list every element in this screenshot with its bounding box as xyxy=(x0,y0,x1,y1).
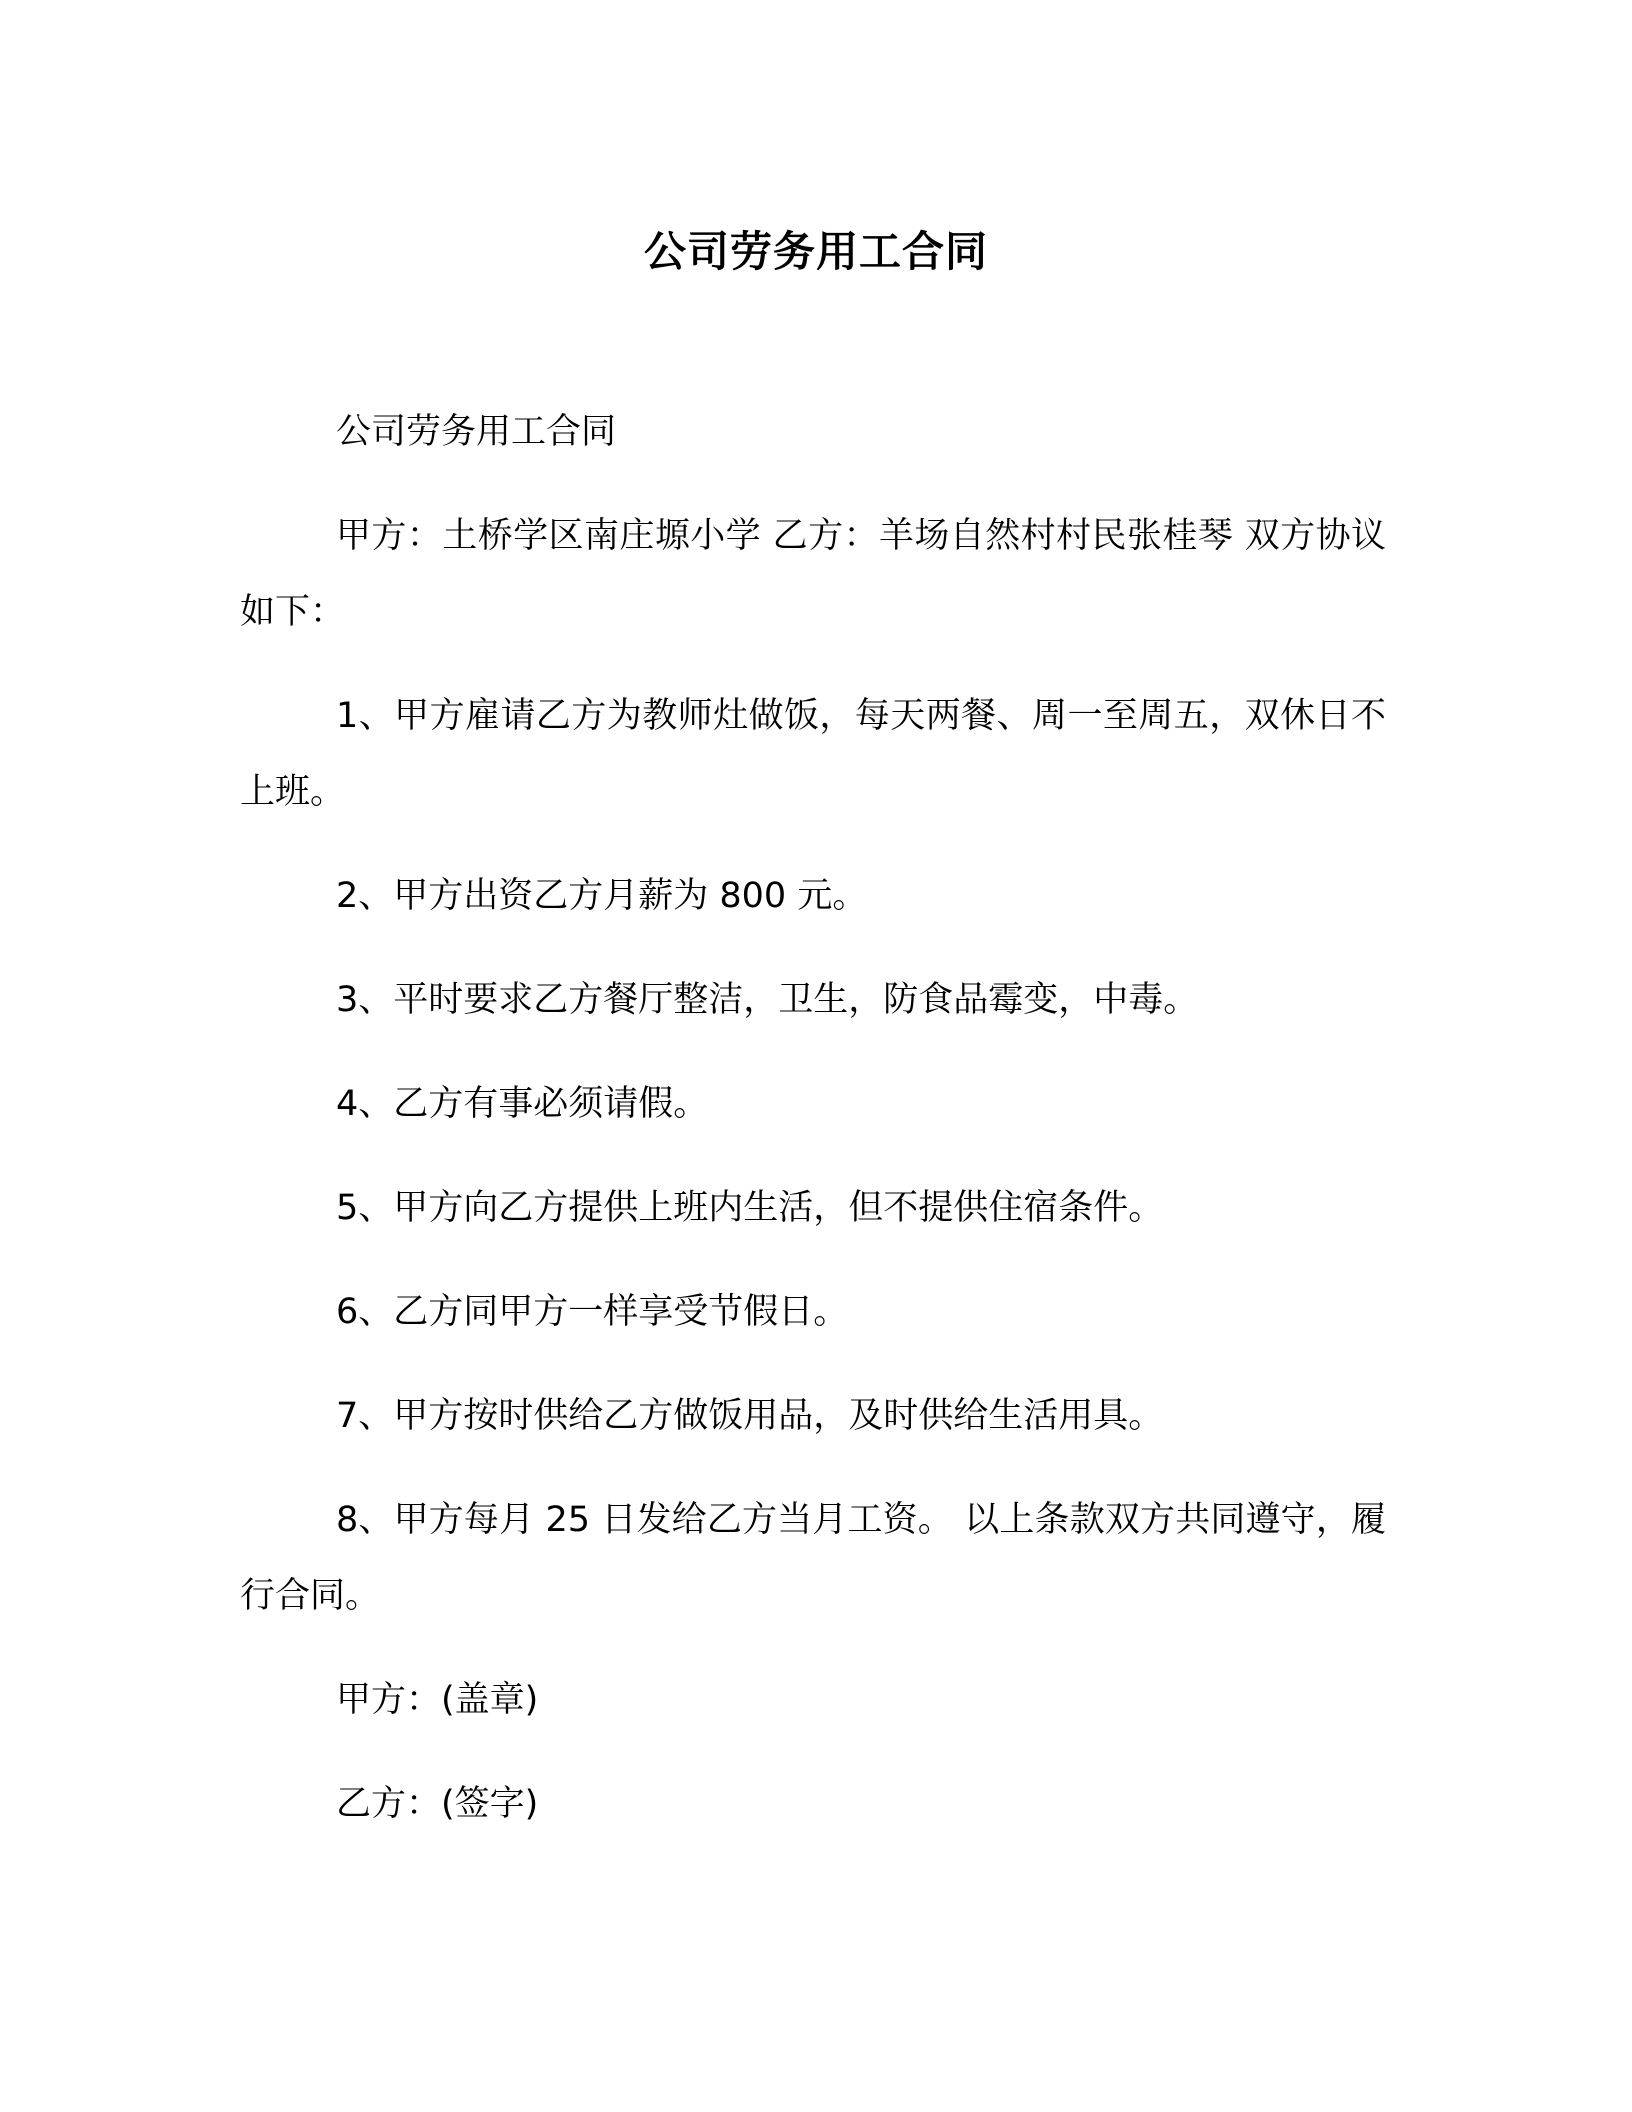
subtitle-paragraph: 公司劳务用工合同 xyxy=(336,412,617,452)
clause-5: 5、甲方向乙方提供上班内生活，但不提供住宿条件。 xyxy=(336,1188,1164,1228)
clause-7: 7、甲方按时供给乙方做饭用品，及时供给生活用具。 xyxy=(336,1396,1164,1436)
document-title: 公司劳务用工合同 xyxy=(643,227,988,276)
clause-1: 1、甲方雇请乙方为教师灶做饭，每天两餐、周一至周五，双休日不上班。 xyxy=(240,696,1386,812)
party-b-signature-line: 乙方：(签字) xyxy=(336,1784,539,1824)
clause-2: 2、甲方出资乙方月薪为 800 元。 xyxy=(336,876,868,916)
clause-6: 6、乙方同甲方一样享受节假日。 xyxy=(336,1292,849,1332)
clause-8: 8、甲方每月 25 日发给乙方当月工资。 以上条款双方共同遵守，履行合同。 xyxy=(240,1500,1386,1616)
parties-paragraph: 甲方：土桥学区南庄塬小学 乙方：羊场自然村村民张桂琴 双方协议如下： xyxy=(240,516,1386,632)
clause-4: 4、乙方有事必须请假。 xyxy=(336,1084,709,1124)
document-body xyxy=(240,394,1386,1870)
party-a-seal-line: 甲方：(盖章) xyxy=(336,1680,539,1720)
clause-3: 3、平时要求乙方餐厅整洁，卫生，防食品霉变，中毒。 xyxy=(336,980,1199,1020)
